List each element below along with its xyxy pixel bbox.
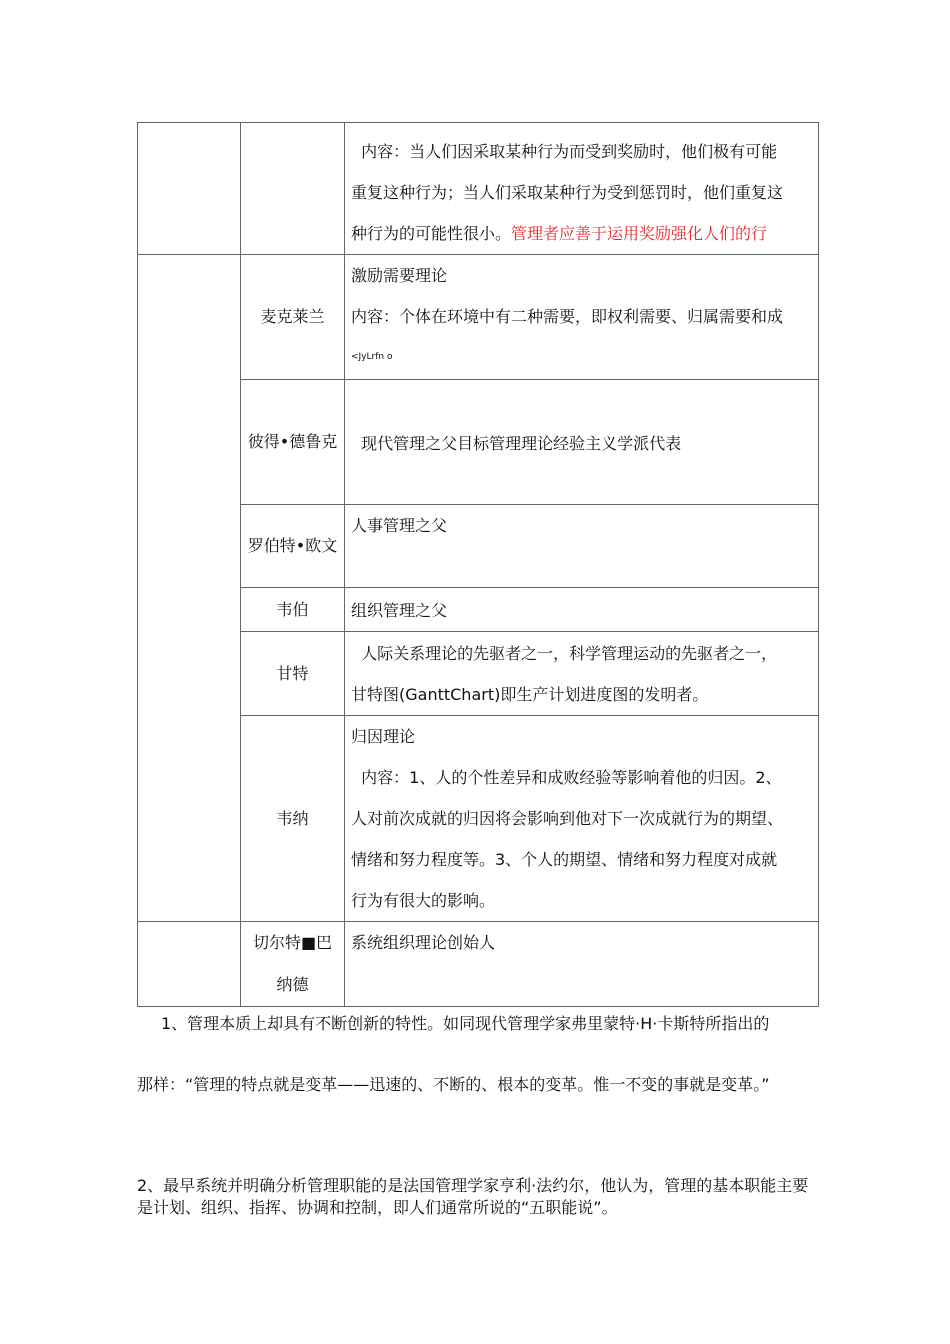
content-cell [345, 255, 819, 380]
content-line: 内容：1、人的个性差异和成败经验等影响着他的归因。2、 [351, 768, 782, 787]
content-line: 情绪和努力程度等。3、个人的期望、情绪和努力程度对成就 [351, 850, 778, 869]
content-cell [345, 632, 819, 716]
highlight-text: 管理者应善于运用奖励强化人们的行 [511, 224, 768, 243]
name-cell: 罗伯特•欧文 [241, 505, 345, 588]
content-cell [345, 716, 819, 922]
content-line: 种行为的可能性很小。管理者应善于运用奖励强化人们的行 [351, 224, 768, 243]
table-row [138, 922, 819, 1007]
paragraph-1-line-a: 1、管理本质上却具有不断创新的特性。如同现代管理学家弗里蒙特·H·卡斯特所指出的 [161, 1014, 770, 1033]
name-cell [241, 123, 345, 255]
content-line: 重复这种行为；当人们采取某种行为受到惩罚时，他们重复这 [351, 183, 784, 202]
paragraph-1-line-b: 那样：“管理的特点就是变革——迅速的、不断的、根本的变革。惟一不变的事就是变革。” [137, 1075, 770, 1094]
content-line: 人际关系理论的先驱者之一，科学管理运动的先驱者之一， [351, 643, 778, 663]
content-cell: 人事管理之父 [345, 505, 819, 588]
category-cell [138, 255, 241, 922]
content-line: 内容：当人们因采取某种行为而受到奖励时，他们极有可能 [351, 142, 778, 161]
table-row [138, 123, 819, 255]
name-cell: 切尔特■巴纳德 [241, 922, 345, 1007]
content-line: 甘特图(GanttChart)即生产计划进度图的发明者。 [351, 684, 709, 704]
category-cell [138, 123, 241, 255]
table-row [138, 632, 819, 716]
content-line: 人对前次成就的归因将会影响到他对下一次成就行为的期望、 [351, 809, 784, 828]
table-row [138, 255, 819, 380]
name-cell: 彼得•德鲁克 [241, 380, 345, 505]
content-cell: 系统组织理论创始人 [345, 922, 819, 1007]
name-cell: 韦纳 [241, 716, 345, 922]
theory-title: 激励需要理论 [351, 266, 448, 285]
table-row [138, 505, 819, 588]
theorists-table [137, 122, 819, 1007]
paragraph-2: 2、最早系统并明确分析管理职能的是法国管理学家亨利·法约尔，他认为，管理的基本职能主要是计划、组织、指挥、协调和控制，即人们通常所说的“五职能说”。 [137, 1176, 809, 1217]
name-cell: 韦伯 [241, 588, 345, 632]
content-cell: 组织管理之父 [345, 588, 819, 632]
content-line: 行为有很大的影响。 [351, 891, 496, 910]
table-row [138, 380, 819, 505]
content-line: 内容：个体在环境中有二种需要，即权利需要、归属需要和成 [351, 307, 784, 326]
theory-title: 归因理论 [351, 727, 416, 746]
name-cell: 麦克莱兰 [241, 255, 345, 380]
category-cell [138, 922, 241, 1007]
content-cell: 现代管理之父目标管理理论经验主义学派代表 [345, 380, 819, 505]
table-row [138, 588, 819, 632]
content-cell [345, 123, 819, 255]
content-line: <JyLrfn o [351, 352, 393, 362]
table-row [138, 716, 819, 922]
name-cell: 甘特 [241, 632, 345, 716]
